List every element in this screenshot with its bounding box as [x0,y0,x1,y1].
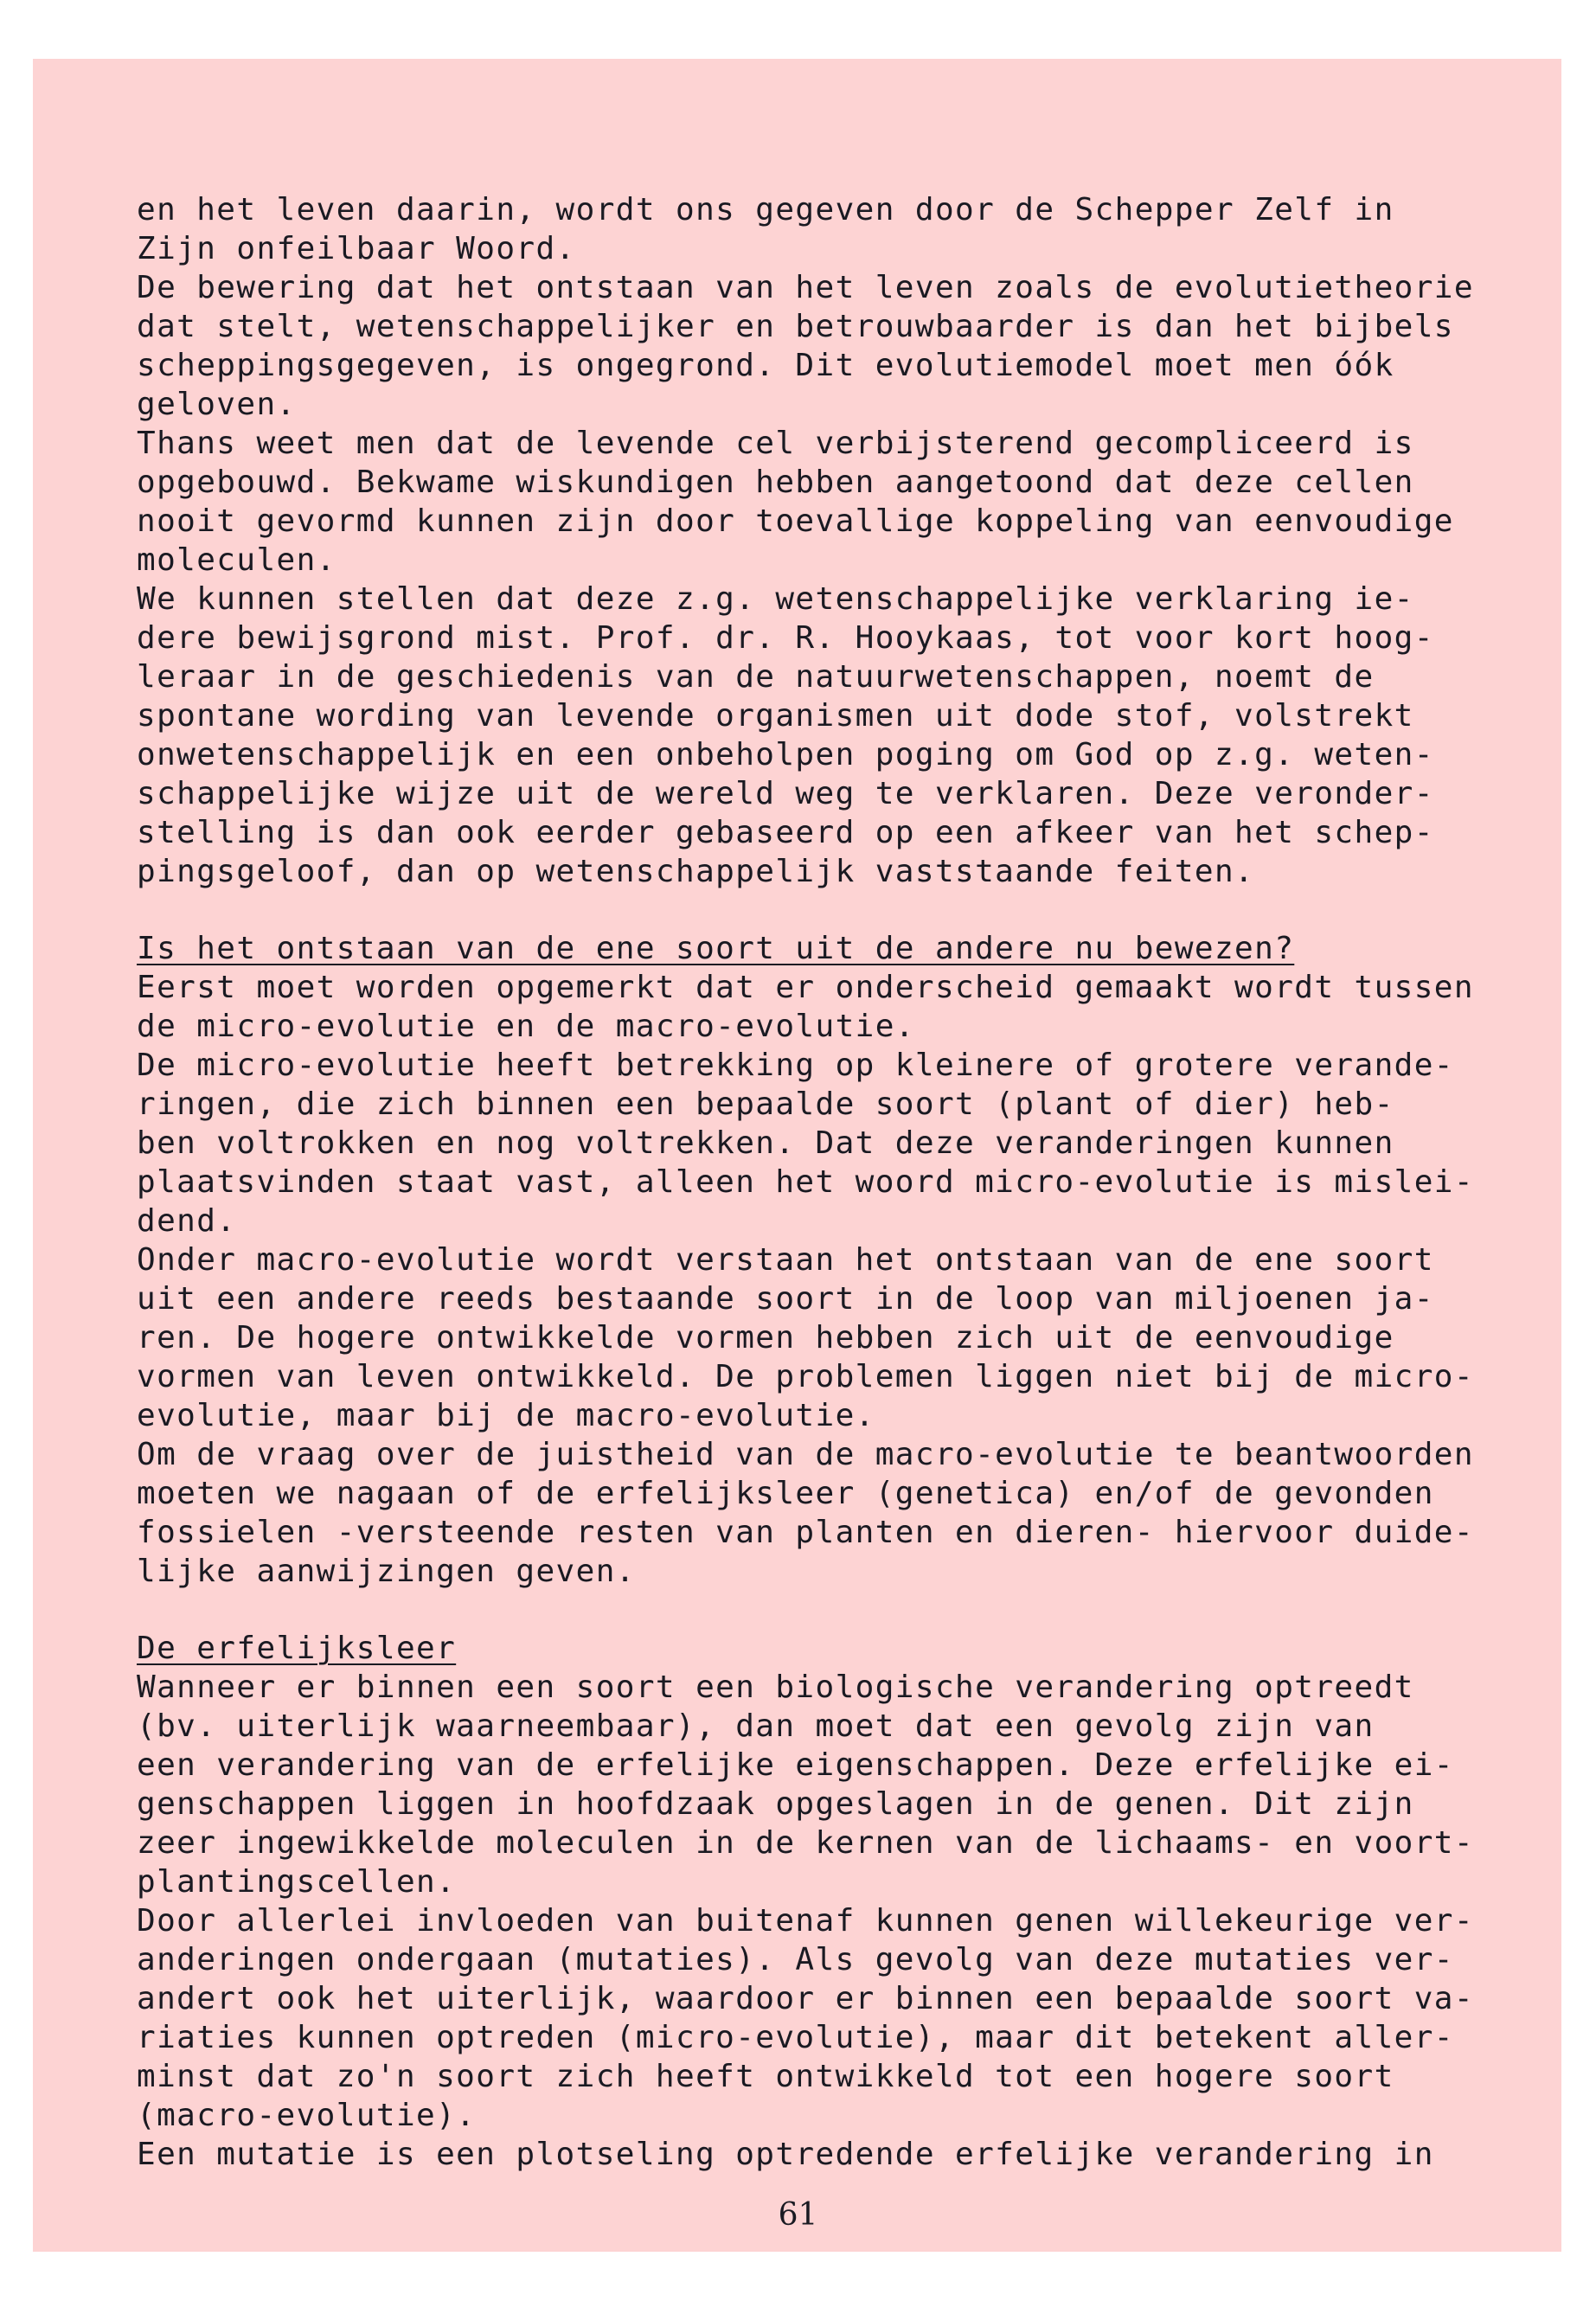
text-line: schappelijke wijze uit de wereld weg te verklaren. Deze veronder- [137,776,1434,811]
text-line: scheppingsgegeven, is ongegrond. Dit evolutiemodel moet men óók [137,348,1394,383]
text-line: minst dat zo'n soort zich heeft ontwikkeld tot een hogere soort [137,2059,1394,2094]
heading-text: Is het ontstaan van de ene soort uit de andere nu bewezen? [137,931,1295,966]
text-line: pingsgeloof, dan op wetenschappelijk vaststaande feiten. [137,854,1255,889]
text-line: fossielen -versteende resten van planten en dieren- hiervoor duide- [137,1515,1474,1550]
text-line: onwetenschappelijk en een onbeholpen poging om God op z.g. weten- [137,737,1434,772]
text-line: Om de vraag over de juistheid van de macro-evolutie te beantwoorden [137,1437,1474,1472]
text-line: (macro-evolutie). [137,2098,477,2133]
text-line: vormen van leven ontwikkeld. De problemen liggen niet bij de micro- [137,1359,1474,1394]
paragraph-1 [137,190,1486,891]
text-line: dere bewijsgrond mist. Prof. dr. R. Hooykaas, tot voor kort hoog- [137,620,1434,656]
paragraph-2 [137,968,1486,1591]
text-line: opgebouwd. Bekwame wiskundigen hebben aangetoond dat deze cellen [137,465,1414,500]
text-line: ren. De hogere ontwikkelde vormen hebben zich uit de eenvoudige [137,1320,1394,1356]
text-line: de micro-evolutie en de macro-evolutie. [137,1009,915,1044]
document-body [137,190,1486,2174]
text-line: zeer ingewikkelde moleculen in de kernen van de lichaams- en voort- [137,1825,1474,1861]
text-line: Thans weet men dat de levende cel verbijsterend gecompliceerd is [137,426,1414,461]
text-line: Eerst moet worden opgemerkt dat er onderscheid gemaakt wordt tussen [137,970,1474,1005]
section-heading-bewezen [137,929,1486,968]
text-line: riaties kunnen optreden (micro-evolutie), maar dit betekent aller- [137,2020,1454,2055]
text-line: genschappen liggen in hoofdzaak opgeslagen in de genen. Dit zijn [137,1786,1414,1822]
text-line: De bewering dat het ontstaan van het leven zoals de evolutietheorie [137,270,1474,305]
text-line: moeten we nagaan of de erfelijksleer (genetica) en/of de gevonden [137,1476,1434,1511]
text-line: De micro-evolutie heeft betrekking op kleinere of grotere verande- [137,1048,1454,1083]
text-line: anderingen ondergaan (mutaties). Als gevolg van deze mutaties ver- [137,1942,1454,1977]
text-line: plantingscellen. [137,1864,457,1900]
text-line: lijke aanwijzingen geven. [137,1554,636,1589]
text-line: Wanneer er binnen een soort een biologische verandering optreedt [137,1670,1414,1705]
text-line: Zijn onfeilbaar Woord. [137,231,576,266]
paragraph-gap [137,1591,1486,1629]
text-line: plaatsvinden staat vast, alleen het woord micro-evolutie is mislei- [137,1164,1474,1200]
text-line: evolutie, maar bij de macro-evolutie. [137,1398,875,1433]
text-line: spontane wording van levende organismen uit dode stof, volstrekt [137,698,1414,734]
text-line: stelling is dan ook eerder gebaseerd op een afkeer van het schep- [137,815,1434,850]
heading-text: De erfelijksleer [137,1631,457,1666]
text-line: ben voltrokken en nog voltrekken. Dat deze veranderingen kunnen [137,1125,1394,1161]
text-line: Door allerlei invloeden van buitenaf kunnen genen willekeurige ver- [137,1903,1474,1939]
text-line: We kunnen stellen dat deze z.g. wetenschappelijke verklaring ie- [137,581,1414,617]
text-line: dend. [137,1203,237,1239]
paragraph-3 [137,1668,1486,2174]
text-line: ringen, die zich binnen een bepaalde soort (plant of dier) heb- [137,1086,1394,1122]
text-line: Een mutatie is een plotseling optredende erfelijke verandering in [137,2137,1434,2172]
text-line: leraar in de geschiedenis van de natuurwetenschappen, noemt de [137,659,1375,695]
section-heading-erfelijksleer [137,1629,1486,1668]
text-line: en het leven daarin, wordt ons gegeven door de Schepper Zelf in [137,192,1394,228]
text-line: een verandering van de erfelijke eigenschappen. Deze erfelijke ei- [137,1747,1454,1783]
text-line: geloven. [137,387,297,422]
text-line: (bv. uiterlijk waarneembaar), dan moet dat een gevolg zijn van [137,1708,1375,1744]
text-line: dat stelt, wetenschappelijker en betrouwbaarder is dan het bijbels [137,309,1454,344]
text-line: nooit gevormd kunnen zijn door toevallige koppeling van eenvoudige [137,503,1454,539]
text-line: andert ook het uiterlijk, waardoor er binnen een bepaalde soort va- [137,1981,1474,2016]
text-line: moleculen. [137,542,337,578]
paragraph-gap [137,891,1486,929]
text-line: Onder macro-evolutie wordt verstaan het ontstaan van de ene soort [137,1242,1434,1278]
text-line: uit een andere reeds bestaande soort in de loop van miljoenen ja- [137,1281,1434,1317]
page-number: 61 [778,2197,818,2233]
